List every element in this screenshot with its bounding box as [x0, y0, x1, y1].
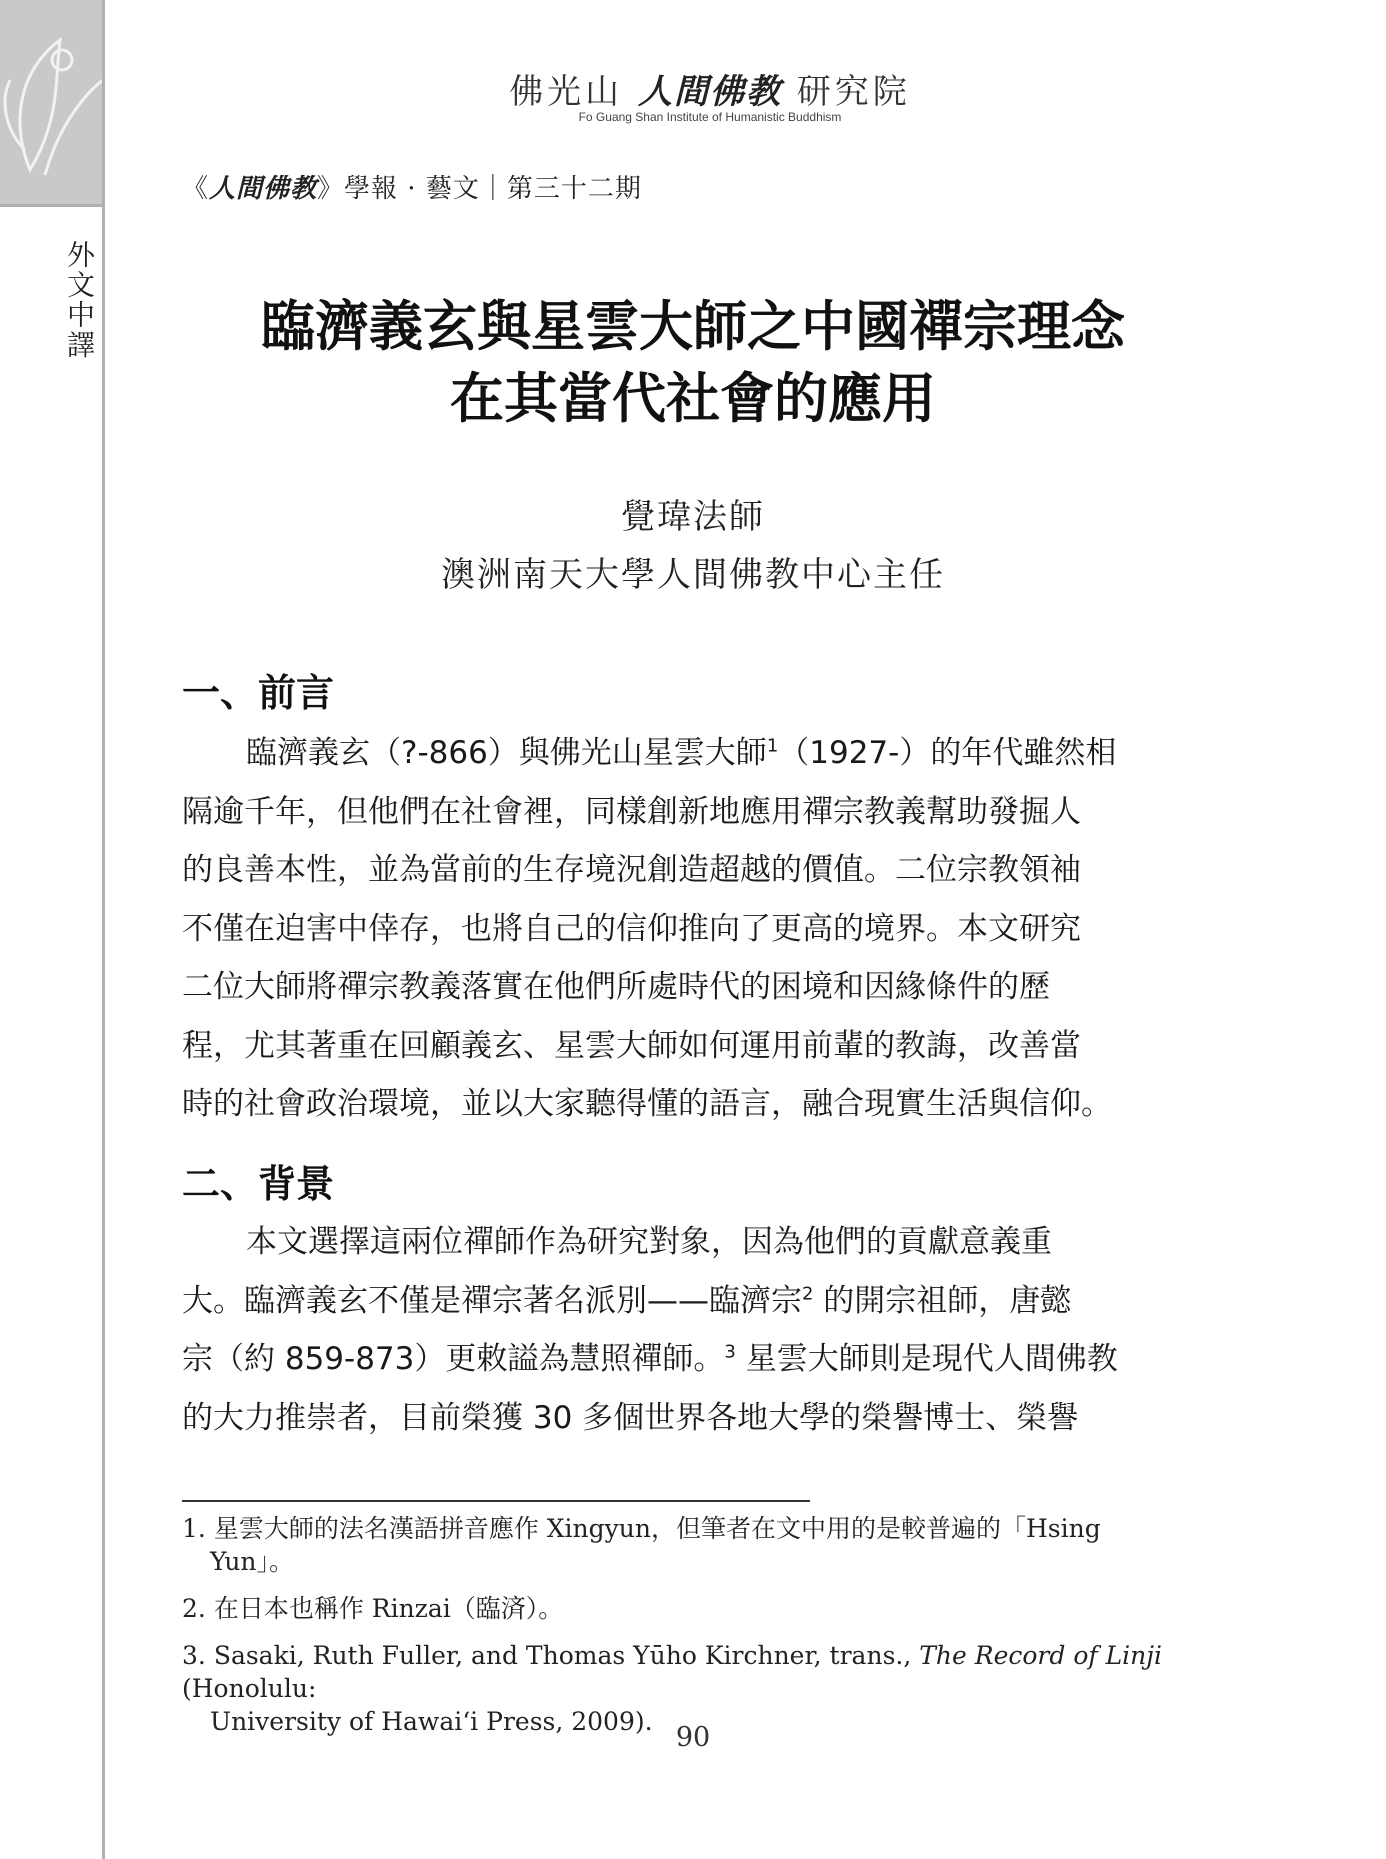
- footnotes: [182, 1512, 1167, 1752]
- book-title: The Record of Linji: [919, 1641, 1163, 1670]
- footnote-2: 2. 在日本也稱作 Rinzai（臨済）。: [182, 1594, 564, 1623]
- journal-running-head: [182, 168, 642, 205]
- text-line: 大。臨濟義玄不僅是禪宗著名派別——臨濟宗$^2$ 的開宗祖師，唐懿: [182, 1282, 1072, 1319]
- corner-decoration: [0, 0, 103, 206]
- section-background-body: [182, 1213, 1162, 1447]
- brand-logotype: 人間佛教: [638, 72, 782, 112]
- footnote-1: 1. 星雲大師的法名漢語拼音應作 Xingyun，但筆者在文中用的是較普遍的「Hsing Yun」。: [182, 1514, 1101, 1576]
- text-line: 的大力推崇者，目前榮獲 30 多個世界各地大學的榮譽博士、榮譽: [182, 1399, 1079, 1436]
- section-intro-body: [182, 724, 1162, 1134]
- section-heading-intro: 一、前言: [182, 670, 335, 715]
- institute-english-name: Fo Guang Shan Institute of Humanistic Buddhism: [578, 110, 842, 124]
- footnote-3: 3. Sasaki, Ruth Fuller, and Thomas Yūho Kirchner, trans., The Record of Linji (Honolulu: University of Hawai‘i Press, 2009).: [182, 1641, 1163, 1736]
- text-line: 時的社會政治環境，並以大家聽得懂的語言，融合現實生活與信仰。: [182, 1086, 1112, 1122]
- text-line: 臨濟義玄（?-866）與佛光山星雲大師$^1$（1927-）的年代雖然相: [246, 735, 1117, 771]
- journal-issue: 》學報 · 藝文｜第三十二期: [317, 174, 642, 204]
- author-affiliation: 澳洲南天大學人間佛教中心主任: [441, 555, 945, 595]
- lotus-ornament: [0, 0, 103, 206]
- journal-logotype: 人間佛教: [209, 174, 318, 204]
- title-line-2: 在其當代社會的應用: [450, 366, 936, 430]
- brand-prefix: 佛光山: [509, 72, 624, 112]
- text-line: 隔逾千年，但他們在社會裡，同樣創新地應用禪宗教義幫助發掘人: [182, 793, 1081, 830]
- text-line: 宗（約 859-873）更敕謚為慧照禪師。$^3$ 星雲大師則是現代人間佛教: [182, 1341, 1118, 1377]
- journal-open-bracket: 《: [182, 174, 210, 204]
- text-line: 的良善本性，並為當前的生存境況創造超越的價值。二位宗教領袖: [182, 852, 1081, 888]
- article-title: [150, 290, 1236, 434]
- text-line: 二位大師將禪宗教義落實在他們所處時代的困境和因緣條件的歷: [182, 969, 1050, 1005]
- footnote-ref[interactable]: 1: [766, 735, 779, 757]
- brand-suffix: 研究院: [796, 72, 911, 112]
- margin-rule-vertical: [102, 0, 105, 1859]
- footnote-separator: [182, 1500, 810, 1502]
- page-number: 90: [675, 1722, 711, 1753]
- text-line: 不僅在迫害中倖存，也將自己的信仰推向了更高的境界。本文研究: [182, 910, 1081, 947]
- author-block: [300, 488, 1086, 604]
- text-line: 本文選擇這兩位禪師作為研究對象，因為他們的貢獻意義重: [246, 1224, 1052, 1260]
- footnote-ref[interactable]: 2: [802, 1283, 814, 1305]
- section-side-label: 外文中譯: [63, 240, 96, 360]
- author-name: 覺瑋法師: [621, 497, 765, 537]
- title-line-1: 臨濟義玄與星雲大師之中國禪宗理念: [261, 294, 1125, 358]
- margin-rule-horizontal: [0, 204, 103, 207]
- institute-header: [480, 64, 940, 113]
- text-line: 程，尤其著重在回顧義玄、星雲大師如何運用前輩的教誨，改善當: [182, 1027, 1081, 1064]
- section-heading-background: 二、背景: [182, 1161, 335, 1206]
- footnote-ref[interactable]: 3: [724, 1341, 736, 1363]
